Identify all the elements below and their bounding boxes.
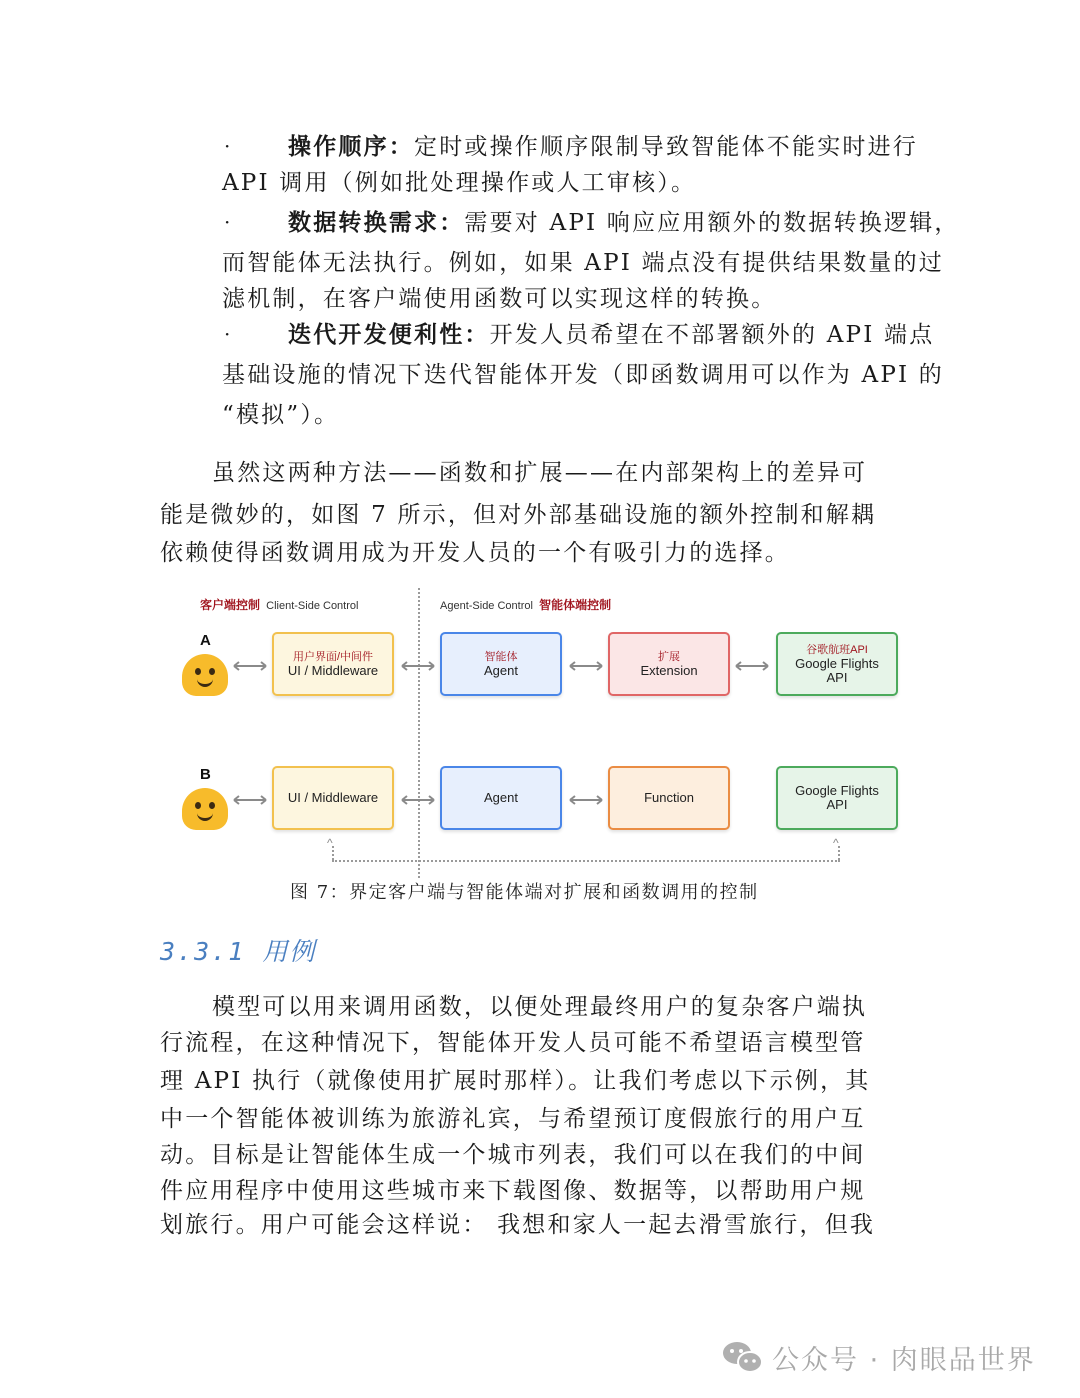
paragraph-2-line: 模型可以用来调用函数，以便处理最终用户的复杂客户端执 <box>212 994 868 1020</box>
bidirectional-arrow-icon <box>398 794 438 806</box>
paragraph-2-line: 中一个智能体被训练为旅游礼宾，与希望预订度假旅行的用户互 <box>160 1106 866 1132</box>
bidirectional-arrow-icon <box>732 660 772 672</box>
bullet-marker: · <box>224 322 231 346</box>
paragraph-1-line: 依赖使得函数调用成为开发人员的一个有吸引力的选择。 <box>160 540 790 566</box>
bullet-3-title: 迭代开发便利性： <box>288 321 490 348</box>
paragraph-2-line: 行流程，在这种情况下，智能体开发人员可能不希望语言模型管 <box>160 1030 866 1056</box>
control-divider <box>418 588 420 878</box>
bullet-1-line-1: 操作顺序：定时或操作顺序限制导致智能体不能实时进行 <box>288 133 918 160</box>
wechat-icon <box>722 1340 764 1376</box>
bullet-3-line-2: 基础设施的情况下迭代智能体开发（即函数调用可以作为 API 的 <box>222 362 944 388</box>
ui-middleware-box: 用户界面/中间件 UI / Middleware <box>272 632 394 696</box>
section-heading: 3.3.1 用例 <box>160 937 317 966</box>
bidirectional-arrow-icon <box>566 660 606 672</box>
bidirectional-arrow-icon <box>566 794 606 806</box>
google-flights-api-box: Google Flights API <box>776 766 898 830</box>
dotted-connector <box>332 846 334 860</box>
figure-7-diagram <box>170 588 910 878</box>
bullet-3-line-1: 迭代开发便利性：开发人员希望在不部署额外的 API 端点 <box>288 321 935 348</box>
up-arrow-icon: ^ <box>327 836 333 850</box>
ui-middleware-box: UI / Middleware <box>272 766 394 830</box>
dotted-connector <box>332 860 840 862</box>
bullet-3-line-3: “模拟”）。 <box>222 402 340 428</box>
bullet-marker: · <box>224 134 231 158</box>
bidirectional-arrow-icon <box>230 794 270 806</box>
bullet-marker: · <box>224 210 231 234</box>
user-smiley-icon <box>182 788 228 830</box>
bullet-2-line-2: 而智能体无法执行。例如，如果 API 端点没有提供结果数量的过 <box>222 250 944 276</box>
watermark-text: 公众号 · 肉眼品世界 <box>772 1345 1036 1376</box>
bidirectional-arrow-icon <box>398 660 438 672</box>
agent-box: Agent <box>440 766 562 830</box>
row-a-label: A <box>200 632 211 649</box>
paragraph-1-line: 能是微妙的，如图 7 所示，但对外部基础设施的额外控制和解耦 <box>160 502 877 528</box>
bullet-2-line-1: 数据转换需求：需要对 API 响应应用额外的数据转换逻辑， <box>288 209 960 236</box>
dotted-connector <box>838 846 840 860</box>
watermark <box>722 1338 1036 1377</box>
google-flights-api-box: 谷歌航班API Google Flights API <box>776 632 898 696</box>
row-b-label: B <box>200 766 211 783</box>
agent-box: 智能体 Agent <box>440 632 562 696</box>
bullet-1-title: 操作顺序： <box>288 133 414 160</box>
user-smiley-icon <box>182 654 228 696</box>
up-arrow-icon: ^ <box>833 836 839 850</box>
paragraph-1-line: 虽然这两种方法——函数和扩展——在内部架构上的差异可 <box>212 460 868 486</box>
extension-box: 扩展 Extension <box>608 632 730 696</box>
bullet-2-line-3: 滤机制，在客户端使用函数可以实现这样的转换。 <box>222 286 777 312</box>
paragraph-2-line: 动。目标是让智能体生成一个城市列表，我们可以在我们的中间 <box>160 1142 866 1168</box>
paragraph-2-line: 划旅行。用户可能会这样说： 我想和家人一起去滑雪旅行，但我 <box>160 1212 876 1238</box>
figure-caption: 图 7：界定客户端与智能体端对扩展和函数调用的控制 <box>290 882 759 903</box>
bullet-1-line-2: API 调用（例如批处理操作或人工审核）。 <box>222 170 697 196</box>
paragraph-2-line: 件应用程序中使用这些城市来下载图像、数据等，以帮助用户规 <box>160 1178 866 1204</box>
paragraph-2-line: 理 API 执行（就像使用扩展时那样）。让我们考虑以下示例，其 <box>160 1068 871 1094</box>
function-box: Function <box>608 766 730 830</box>
bidirectional-arrow-icon <box>230 660 270 672</box>
agent-side-title: Agent-Side Control 智能体端控制 <box>440 598 612 612</box>
client-side-title: 客户端控制 Client-Side Control <box>200 598 359 612</box>
bullet-2-title: 数据转换需求： <box>288 209 465 236</box>
